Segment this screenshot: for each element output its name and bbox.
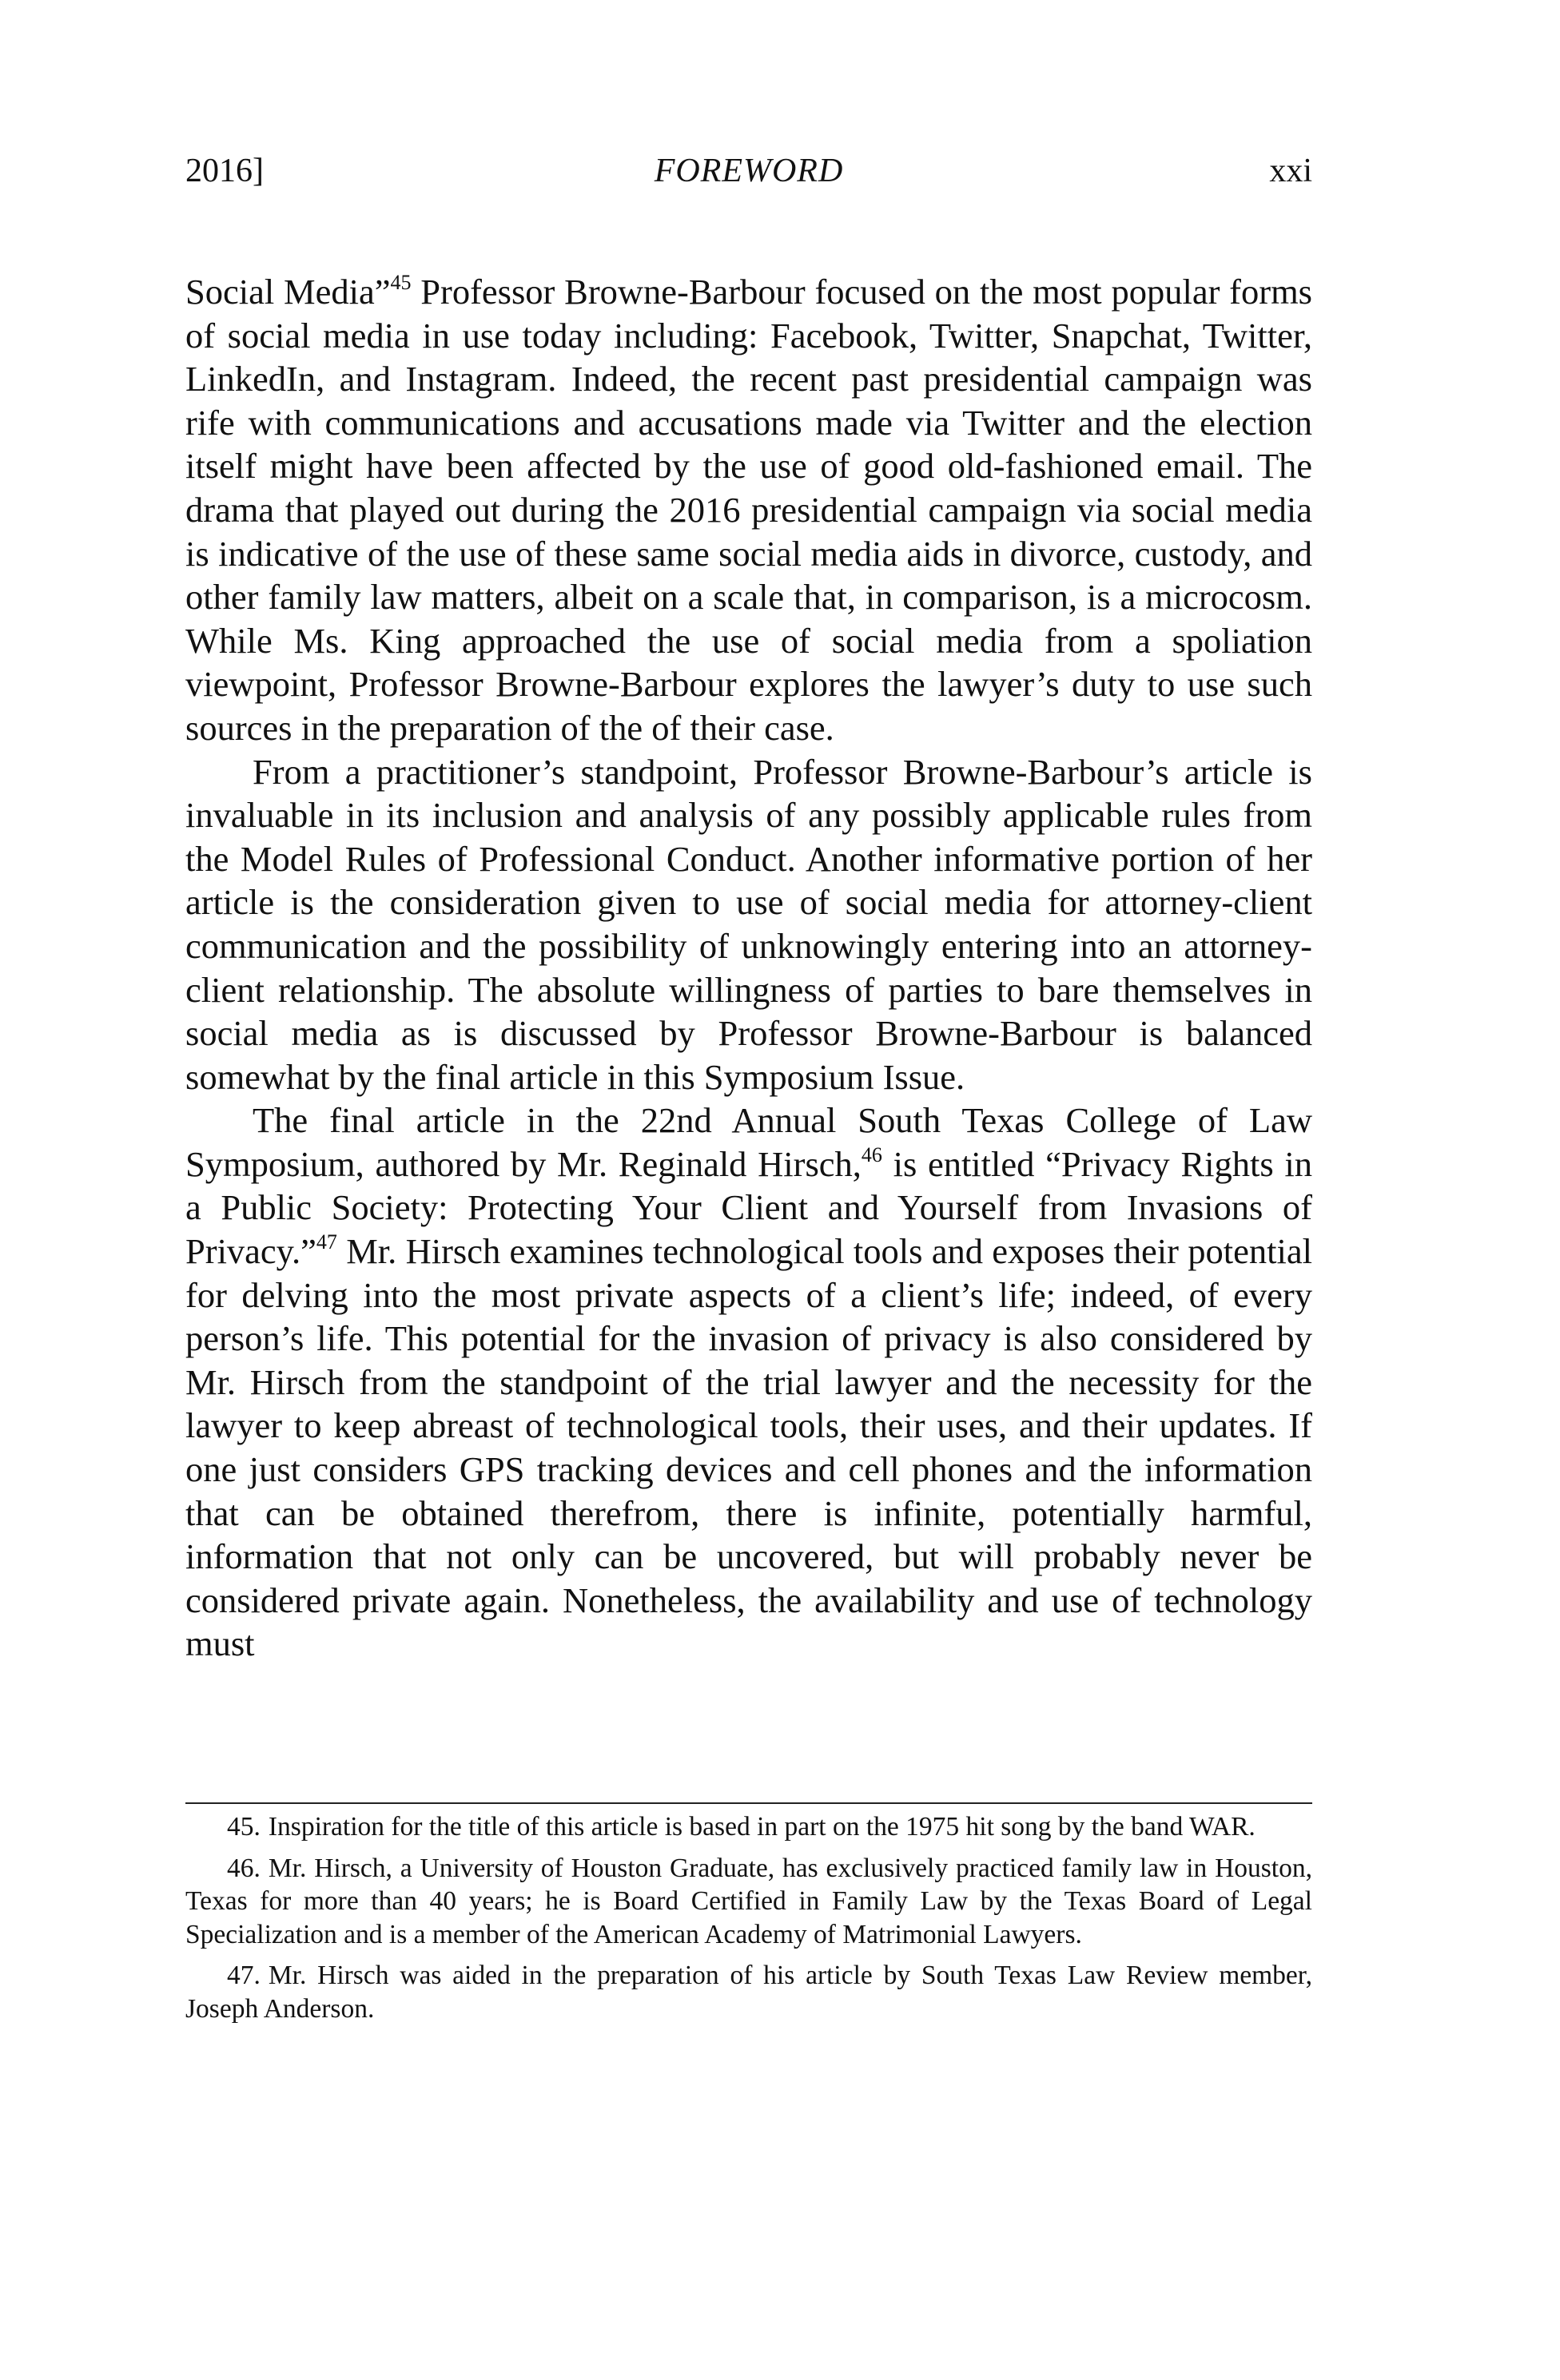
- footnote-divider: [185, 1802, 1312, 1804]
- footnote-text: Mr. Hirsch was aided in the preparation of his article by South Texas Law Review member, Joseph Anderson.: [185, 1961, 1312, 2024]
- footnote-45: [185, 1810, 1312, 1844]
- footnote-46: [185, 1852, 1312, 1952]
- paragraph-1-text-a: Social Media”: [185, 272, 391, 312]
- running-head-title: FOREWORD: [654, 153, 844, 189]
- paragraph-3-text-c: Mr. Hirsch examines technological tools and exposes their potential for delving into the most private aspects of a client’s life; indeed, of every person’s life. This potential for the invasion of privacy is also considered by Mr. Hirsch from the standpoint of the trial lawyer and the necessity for the lawyer to keep abreast of technological tools, their uses, and their updates. If one just considers GPS tracking devices and cell phones and the information that can be obtained therefrom, there is infinite, potentially harmful, information that not only can be uncovered, but will probably never be considered private again. Nonetheless, the availability and use of technology must: [185, 1231, 1312, 1664]
- paragraph-1-text-b: Professor Browne-Barbour focused on the most popular forms of social media in use today including: Facebook, Twitter, Snapchat, Twitter, LinkedIn, and Instagram. Indeed, the recent past presidential campaign was rife with communications and accusations made via Twitter and the election itself might have been affected by the use of good old-fashioned email. The drama that played out during the 2016 presidential campaign via social media is indicative of the use of these same social media aids in divorce, custody, and other family law matters, albeit on a scale that, in comparison, is a microcosm. While Ms. King approached the use of social media from a spoliation viewpoint, Professor Browne-Barbour explores the lawyer’s duty to use such sources in the preparation of the of their case.: [185, 272, 1312, 748]
- footnote-ref-47: 47: [316, 1230, 337, 1254]
- footnote-text: Inspiration for the title of this article is based in part on the 1975 hit song by the band WAR.: [268, 1812, 1256, 1842]
- body-paragraph-2: From a practitioner’s standpoint, Professor Browne-Barbour’s article is invaluable in its inclusion and analysis of any possibly applicable rules from the Model Rules of Professional Conduct. Another informative portion of her article is the consideration given to use of social media for attorney-client communication and the possibility of unknowingly entering into an attorney-client relationship. The absolute willingness of parties to bare themselves in social media as is discussed by Professor Browne-Barbour is balanced somewhat by the final article in this Symposium Issue.: [185, 751, 1312, 1097]
- footnote-number: 47.: [227, 1961, 261, 1990]
- footnote-ref-46: 46: [861, 1142, 882, 1166]
- body-text: [185, 270, 1312, 1666]
- footnote-ref-45: 45: [390, 271, 412, 294]
- paragraph-3-text-b: is entitled “Privacy Rights in a Public Society: Protecting Your Client and Yourself from Invasions of Privacy.”: [185, 1143, 1312, 1272]
- paragraph-3-text-a: The final article in the 22nd Annual South Texas College of Law Symposium, authored by Mr. Reginald Hirsch,: [185, 1100, 1312, 1184]
- footnotes: [185, 1810, 1312, 2033]
- footnote-number: 46.: [227, 1853, 261, 1883]
- running-head-year: 2016]: [185, 153, 264, 189]
- running-head: [185, 152, 1312, 200]
- page-number: xxi: [1269, 153, 1312, 189]
- body-paragraph-1: [185, 270, 1312, 750]
- footnote-text: Mr. Hirsch, a University of Houston Graduate, has exclusively practiced family law in Houston, Texas for more than 40 years; he is Board Certified in Family Law by the Texas Board of Legal Specialization and is a member of the American Academy of Matrimonial Lawyers.: [185, 1853, 1312, 1949]
- footnote-number: 45.: [227, 1812, 261, 1842]
- footnote-47: [185, 1959, 1312, 2025]
- body-paragraph-3: [185, 1099, 1312, 1666]
